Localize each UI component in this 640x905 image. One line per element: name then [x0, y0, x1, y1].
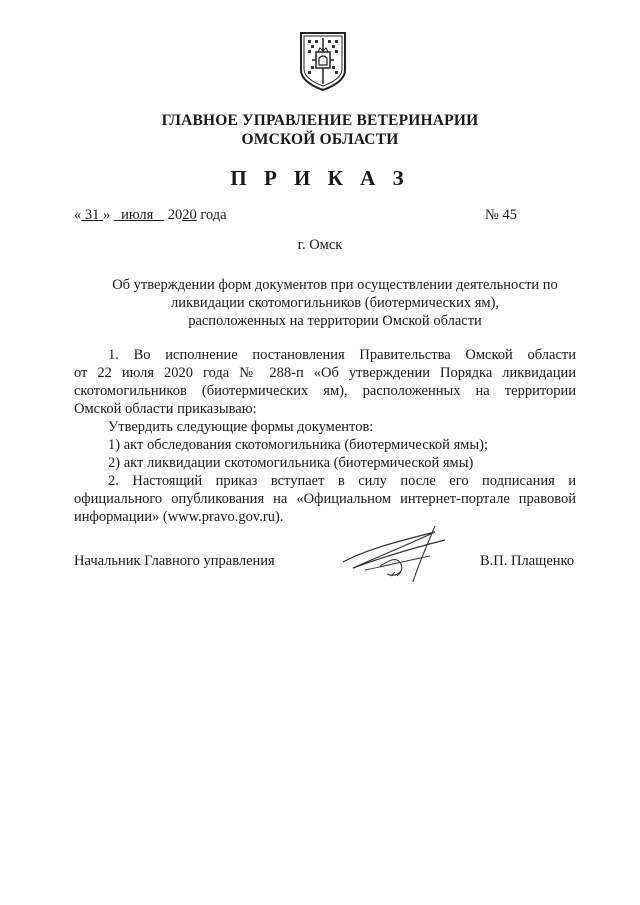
document-date — [74, 207, 227, 224]
approve-line: Утвердить следующие формы документов: — [108, 419, 374, 435]
paragraph-1-line: 1. Во исполнение постановления Правительства Омской области — [108, 347, 576, 363]
handwritten-signature-icon — [335, 520, 465, 590]
org-name-line1: ГЛАВНОЕ УПРАВЛЕНИЕ ВЕТЕРИНАРИИ — [161, 112, 479, 129]
form-item-2: 2) акт ликвидации скотомогильника (биотермической ямы) — [108, 455, 474, 471]
paragraph-1-line: скотомогильников (биотермических ям), расположенных на территории — [74, 383, 576, 399]
paragraph-1-line: от 22 июля 2020 года № 288-п «Об утверждении Порядка ликвидации — [74, 365, 576, 381]
document-subject — [100, 276, 570, 330]
date-word: года — [200, 207, 227, 223]
signatory-position: Начальник Главного управления — [74, 553, 275, 569]
paragraph-1-line: Омской области приказываю: — [74, 401, 257, 417]
subject-line: ликвидации скотомогильников (биотермических ям), — [170, 295, 500, 311]
coat-of-arms-icon — [298, 30, 348, 92]
paragraph-2-line: 2. Настоящий приказ вступает в силу после его подписания и — [108, 473, 576, 489]
date-month: июля — [121, 207, 154, 223]
subject-line: Об утверждении форм документов при осуществлении деятельности по — [112, 277, 558, 293]
date-open-quote: « — [74, 207, 82, 223]
org-name-line2: ОМСКОЙ ОБЛАСТИ — [241, 131, 399, 148]
signatory-name: В.П. Плащенко — [480, 553, 575, 569]
paragraph-2-line: официального опубликования на «Официальном интернет-портале правовой — [74, 491, 576, 507]
document-number: № 45 — [485, 207, 517, 223]
date-close-quote: » — [103, 207, 111, 223]
form-item-1: 1) акт обследования скотомогильника (биотермической ямы); — [108, 437, 489, 453]
subject-line: расположенных на территории Омской области — [188, 313, 482, 329]
document-title: П Р И К А З — [230, 166, 410, 190]
city: г. Омск — [297, 237, 343, 253]
date-day: 31 — [84, 207, 100, 223]
paragraph-2-line: информации» (www.pravo.gov.ru). — [74, 509, 284, 525]
date-year: 2020 — [167, 207, 197, 223]
document-body — [74, 346, 576, 526]
